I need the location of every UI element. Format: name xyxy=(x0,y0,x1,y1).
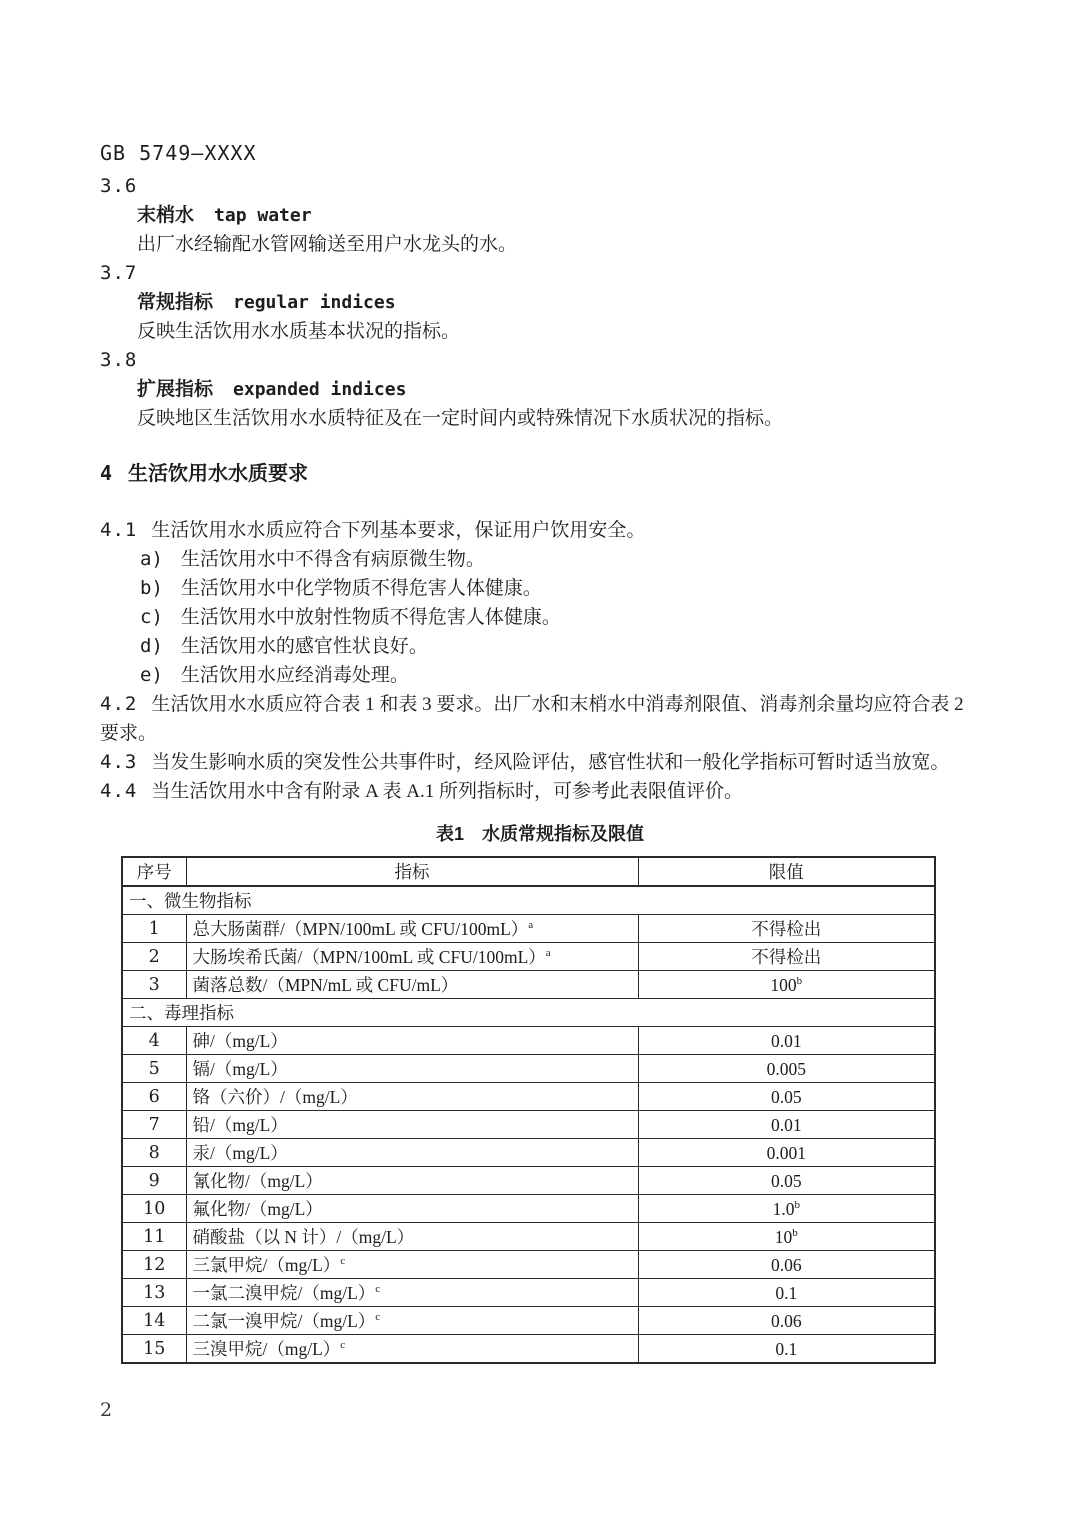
term-zh: 末梢水 xyxy=(137,205,195,226)
limit-cell: 不得检出 xyxy=(638,943,935,971)
list-item-label: b) xyxy=(140,577,163,599)
clause-text: 当发生影响水质的突发性公共事件时，经风险评估，感官性状和一般化学指标可暂时适当放宽。 xyxy=(151,752,950,773)
clause-text: 当生活饮用水中含有附录 A 表 A.1 所列指标时，可参考此表限值评价。 xyxy=(151,781,743,802)
footnote-marker: b xyxy=(794,1198,800,1211)
section-title: 生活饮用水水质要求 xyxy=(128,463,309,485)
clause-number: 4.3 xyxy=(100,751,138,773)
row-number-cell: 9 xyxy=(122,1167,186,1195)
footnote-marker: c xyxy=(340,1338,346,1351)
table-row xyxy=(122,1167,935,1195)
row-number-cell: 5 xyxy=(122,1055,186,1083)
table-row xyxy=(122,1279,935,1307)
column-header-indicator: 指标 xyxy=(186,857,638,886)
limit-cell: 0.06 xyxy=(638,1307,935,1335)
clause-4-1 xyxy=(100,516,980,545)
table-category-row xyxy=(122,886,935,915)
table-row xyxy=(122,943,935,971)
table-row xyxy=(122,1111,935,1139)
clause-number-3-7: 3.7 xyxy=(100,262,138,284)
list-item-label: d) xyxy=(140,635,163,657)
limit-cell: 10$^b$ xyxy=(638,1223,935,1251)
list-item-text: 生活饮用水中不得含有病原微生物。 xyxy=(180,549,485,570)
footnote-marker: b xyxy=(796,974,803,987)
category-label: 二、毒理指标 xyxy=(122,999,935,1027)
clause-4-3 xyxy=(100,748,980,777)
limit-cell: 0.01 xyxy=(638,1027,935,1055)
list-item xyxy=(140,603,980,632)
list-item-text: 生活饮用水中化学物质不得危害人体健康。 xyxy=(180,578,542,599)
indicator-cell: 总大肠菌群/（MPN/100mL 或 CFU/100mL）$^a$ xyxy=(186,915,638,943)
term-definition: 反映生活饮用水水质基本状况的指标。 xyxy=(137,321,461,342)
row-number-cell: 8 xyxy=(122,1139,186,1167)
indicator-cell: 镉/（mg/L） xyxy=(186,1055,638,1083)
table1-header-row xyxy=(122,857,935,886)
indicator-cell: 氟化物/（mg/L） xyxy=(186,1195,638,1223)
table1 xyxy=(121,856,936,1364)
limit-cell: 不得检出 xyxy=(638,915,935,943)
term-en: expanded indices xyxy=(233,379,407,400)
indicator-cell: 一氯二溴甲烷$/(mg/L)^c$ xyxy=(186,1279,638,1307)
term-zh: 扩展指标 xyxy=(137,379,214,400)
section-number: 4 xyxy=(100,461,113,485)
column-header-limit: 限值 xyxy=(638,857,935,886)
indicator-cell: 大肠埃希氏菌/（MPN/100mL 或 CFU/100mL）$^a$ xyxy=(186,943,638,971)
indicator-cell: 氰化物/（mg/L） xyxy=(186,1167,638,1195)
limit-cell: 1.0$^b$ xyxy=(638,1195,935,1223)
page-number: 2 xyxy=(100,1399,113,1421)
limit-cell: 0.06 xyxy=(638,1251,935,1279)
term-definition: 反映地区生活饮用水水质特征及在一定时间内或特殊情况下水质状况的指标。 xyxy=(137,408,784,429)
row-number-cell: 6 xyxy=(122,1083,186,1111)
term-definition: 出厂水经输配水管网输送至用户水龙头的水。 xyxy=(137,234,518,255)
footnote-marker: c xyxy=(340,1254,346,1267)
clause-number-3-6: 3.6 xyxy=(100,175,138,197)
clause-number: 4.2 xyxy=(100,693,138,715)
clause-number-3-8: 3.8 xyxy=(100,349,138,371)
list-item-label: c) xyxy=(140,606,163,628)
row-number-cell: 15 xyxy=(122,1335,186,1364)
list-item-text: 生活饮用水的感官性状良好。 xyxy=(180,636,428,657)
limit-cell: 0.05 xyxy=(638,1167,935,1195)
footnote-marker: c xyxy=(375,1282,381,1295)
list-item-label: a) xyxy=(140,548,163,570)
list-item-text: 生活饮用水中放射性物质不得危害人体健康。 xyxy=(180,607,561,628)
limit-cell: 0.05 xyxy=(638,1083,935,1111)
section-heading xyxy=(100,459,980,489)
footnote-marker: b xyxy=(792,1226,798,1239)
list-item-label: e) xyxy=(140,664,163,686)
footnote-marker: a xyxy=(545,946,551,959)
indicator-cell: 汞/（mg/L） xyxy=(186,1139,638,1167)
list-item xyxy=(140,545,980,574)
row-number-cell: 10 xyxy=(122,1195,186,1223)
row-number-cell: 14 xyxy=(122,1307,186,1335)
table1-title: 表1 水质常规指标及限值 xyxy=(435,824,644,844)
table-row xyxy=(122,971,935,999)
term-entry xyxy=(137,201,980,230)
table-row xyxy=(122,1195,935,1223)
clause-number: 4.1 xyxy=(100,519,138,541)
table-row xyxy=(122,915,935,943)
footnote-marker: a xyxy=(528,918,534,931)
column-header-no: 序号 xyxy=(122,857,186,886)
clause-text: 生活饮用水水质应符合表 1 和表 3 要求。出厂水和末梢水中消毒剂限值、消毒剂余量均应符合表 2 要求。 xyxy=(100,694,964,744)
indicator-cell: 硝酸盐（以 N 计）/（mg/L） xyxy=(186,1223,638,1251)
table-row xyxy=(122,1251,935,1279)
table-row xyxy=(122,1139,935,1167)
limit-cell: 0.005 xyxy=(638,1055,935,1083)
row-number-cell: 11 xyxy=(122,1223,186,1251)
row-number-cell: 4 xyxy=(122,1027,186,1055)
standard-number: GB 5749—XXXX xyxy=(100,141,257,165)
limit-cell: 0.1 xyxy=(638,1335,935,1364)
clause-number: 4.4 xyxy=(100,780,138,802)
indicator-cell: 菌落总数/（MPN/mL 或 CFU/mL） xyxy=(186,971,638,999)
table-row xyxy=(122,1335,935,1364)
table-row xyxy=(122,1055,935,1083)
clause-4-1-items xyxy=(100,545,980,690)
limit-cell: 0.1 xyxy=(638,1279,935,1307)
category-label: 一、微生物指标 xyxy=(122,886,935,915)
table-row xyxy=(122,1223,935,1251)
limit-cell: 0.01 xyxy=(638,1111,935,1139)
list-item xyxy=(140,661,980,690)
row-number-cell: 12 xyxy=(122,1251,186,1279)
clause-text: 生活饮用水水质应符合下列基本要求，保证用户饮用安全。 xyxy=(151,520,646,541)
term-en: tap water xyxy=(214,205,312,226)
list-item xyxy=(140,574,980,603)
term-zh: 常规指标 xyxy=(137,292,214,313)
row-number-cell: 7 xyxy=(122,1111,186,1139)
term-en: regular indices xyxy=(233,292,396,313)
table-row xyxy=(122,1027,935,1055)
indicator-cell: 二氯一溴甲烷$/(mg/L)^c$ xyxy=(186,1307,638,1335)
footnote-marker: c xyxy=(375,1310,381,1323)
indicator-cell: 砷/（mg/L） xyxy=(186,1027,638,1055)
table-row xyxy=(122,1083,935,1111)
term-entry xyxy=(137,288,980,317)
limit-cell: 0.001 xyxy=(638,1139,935,1167)
term-entry xyxy=(137,375,980,404)
row-number-cell: 1 xyxy=(122,915,186,943)
indicator-cell: 铬（六价）/（mg/L） xyxy=(186,1083,638,1111)
indicator-cell: 三溴甲烷$/(mg/L)^c$ xyxy=(186,1335,638,1364)
table-category-row xyxy=(122,999,935,1027)
clause-4-4 xyxy=(100,777,980,806)
indicator-cell: 三氯甲烷$/(mg/L)^c$ xyxy=(186,1251,638,1279)
limit-cell: 100$^b$ xyxy=(638,971,935,999)
row-number-cell: 2 xyxy=(122,943,186,971)
row-number-cell: 13 xyxy=(122,1279,186,1307)
list-item xyxy=(140,632,980,661)
row-number-cell: 3 xyxy=(122,971,186,999)
clause-4-2 xyxy=(100,690,980,748)
table-row xyxy=(122,1307,935,1335)
list-item-text: 生活饮用水应经消毒处理。 xyxy=(180,665,409,686)
indicator-cell: 铅/（mg/L） xyxy=(186,1111,638,1139)
